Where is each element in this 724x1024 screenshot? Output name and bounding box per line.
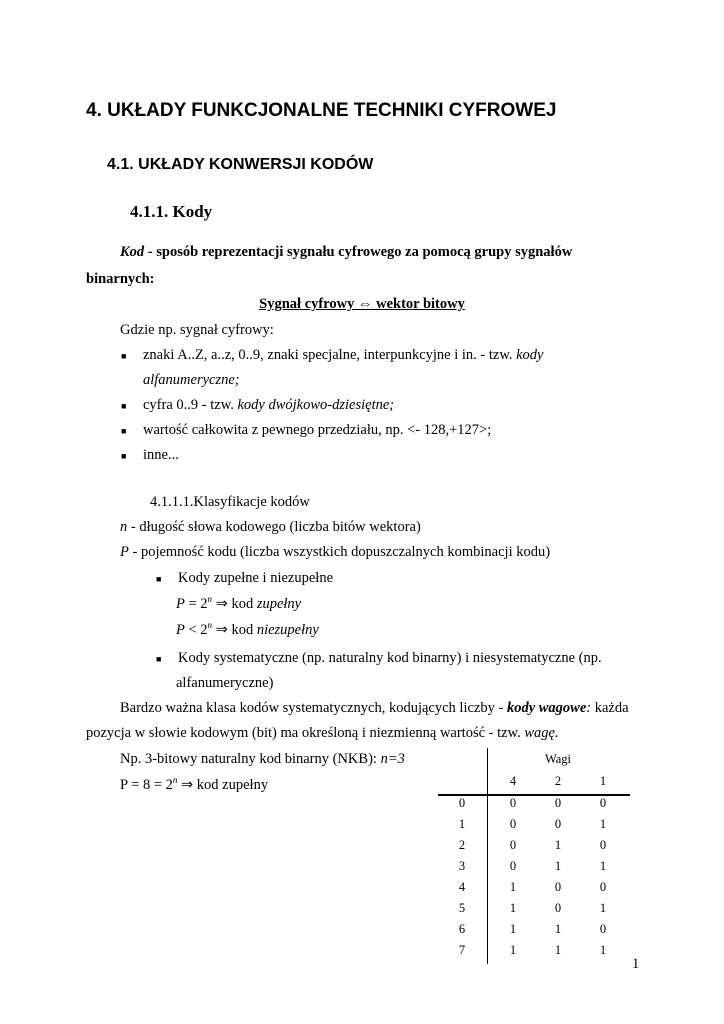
table-cell: 1 <box>509 901 517 915</box>
weight-header: 4 <box>509 774 517 788</box>
formula-op: = 2 <box>184 596 208 612</box>
weight-header: 1 <box>599 774 607 788</box>
table-cell: 0 <box>554 796 562 810</box>
formula-exponent: n <box>207 620 213 630</box>
bullet-icon: ■ <box>121 351 127 361</box>
center-statement: Sygnał cyfrowy ⇔ wektor bitowy <box>259 296 465 312</box>
paragraph-line-2 <box>86 725 559 742</box>
section-heading: 4.1. UKŁADY KONWERSJI KODÓW <box>107 156 374 173</box>
table-cell: 1 <box>599 943 607 957</box>
bullet-icon: ■ <box>121 426 127 436</box>
table-title: Wagi <box>544 752 572 766</box>
bullet-text: znaki A..Z, a..z, 0..9, znaki specjalne, interpunkcyjne i in. - tzw. <box>143 347 517 363</box>
table-cell: 0 <box>509 859 517 873</box>
paragraph-text: Bardzo ważna klasa kodów systematycznych, kodujących liczby - <box>120 700 507 716</box>
classification-heading: 4.1.1.1.Klasyfikacje kodów <box>150 494 310 510</box>
table-row-index: 6 <box>458 922 466 936</box>
definition-line-1 <box>120 244 572 261</box>
table-cell: 1 <box>554 922 562 936</box>
formula-complete <box>176 596 301 613</box>
table-row-index: 5 <box>458 901 466 915</box>
table-cell: 0 <box>509 817 517 831</box>
table-cell: 1 <box>554 943 562 957</box>
example-line <box>120 751 405 768</box>
table-cell: 1 <box>599 817 607 831</box>
table-cell: 1 <box>554 838 562 852</box>
intro-text: Gdzie np. sygnał cyfrowy: <box>120 322 274 338</box>
symbol-n: n <box>120 519 128 535</box>
table-cell: 0 <box>554 901 562 915</box>
table-row-index: 1 <box>458 817 466 831</box>
formula-exponent: n <box>207 594 213 604</box>
bullet-item-3: wartość całkowita z pewnego przedziału, np. <- 128,+127>; <box>143 422 492 438</box>
formula-result: niezupełny <box>256 622 319 638</box>
paragraph-colon: : <box>586 700 592 716</box>
class2-line-2: alfanumeryczne) <box>176 675 274 691</box>
formula-result: zupełny <box>256 596 302 612</box>
table-cell: 1 <box>509 943 517 957</box>
formula-arrow: ⇒ kod <box>212 622 257 638</box>
table-cell: 0 <box>554 817 562 831</box>
paragraph-text: każda <box>591 700 629 716</box>
weight-header: 2 <box>554 774 562 788</box>
p-definition <box>120 544 550 561</box>
bullet-item-4: inne... <box>143 447 179 463</box>
n-definition <box>120 519 421 536</box>
subsection-heading: 4.1.1. Kody <box>130 202 213 221</box>
table-cell: 1 <box>599 901 607 915</box>
bullet-emphasis: kody dwójkowo-dziesiętne; <box>237 397 395 413</box>
formula-incomplete <box>176 622 319 639</box>
table-cell: 1 <box>509 880 517 894</box>
page-number: 1 <box>632 956 640 972</box>
n-definition-text: - długość słowa kodowego (liczba bitów wektora) <box>127 519 421 535</box>
class1-title: Kody zupełne i niezupełne <box>178 570 334 586</box>
bullet-item-1-continued: alfanumeryczne; <box>143 372 240 388</box>
bullet-item-2 <box>143 397 394 414</box>
nkb-table <box>438 748 633 968</box>
table-cell: 0 <box>599 922 607 936</box>
table-row-index: 0 <box>458 796 466 810</box>
table-row-index: 7 <box>458 943 466 957</box>
table-row-index: 2 <box>458 838 466 852</box>
table-cell: 0 <box>509 796 517 810</box>
p-definition-text: - pojemność kodu (liczba wszystkich dopuszczalnych kombinacji kodu) <box>128 544 551 560</box>
bullet-emphasis: kody <box>516 347 544 363</box>
table-cell: 0 <box>599 796 607 810</box>
paragraph-emphasis: wagę. <box>524 725 559 741</box>
bullet-icon: ■ <box>156 654 162 664</box>
paragraph-line-1 <box>120 700 629 717</box>
table-cell: 0 <box>599 880 607 894</box>
p-formula-exponent: n <box>172 775 178 785</box>
chapter-heading: 4. UKŁADY FUNKCJONALNE TECHNIKI CYFROWEJ <box>86 100 557 121</box>
table-row-index: 3 <box>458 859 466 873</box>
table-vertical-rule <box>487 748 488 964</box>
bullet-icon: ■ <box>121 451 127 461</box>
definition-text: - sposób reprezentacji sygnału cyfrowego za pomocą grupy sygnałów <box>144 244 573 260</box>
table-cell: 1 <box>509 922 517 936</box>
p-formula <box>120 777 268 794</box>
table-cell: 0 <box>509 838 517 852</box>
table-cell: 1 <box>554 859 562 873</box>
definition-line-2: binarnych: <box>86 271 155 287</box>
class2-line-1: Kody systematyczne (np. naturalny kod binarny) i niesystematyczne (np. <box>178 650 602 666</box>
paragraph-text: pozycja w słowie kodowym (bit) ma określoną i niezmienną wartość - tzw. <box>86 725 525 741</box>
bullet-icon: ■ <box>121 401 127 411</box>
definition-term: Kod <box>120 244 145 260</box>
table-cell: 0 <box>554 880 562 894</box>
symbol-p: P <box>120 544 129 560</box>
formula-op: < 2 <box>184 622 208 638</box>
table-row-index: 4 <box>458 880 466 894</box>
table-cell: 1 <box>599 859 607 873</box>
p-formula-text: P = 8 = 2 <box>120 777 173 793</box>
p-formula-rest: ⇒ kod zupełny <box>177 777 269 793</box>
table-cell: 0 <box>599 838 607 852</box>
bullet-item-1 <box>143 347 544 364</box>
formula-lhs: P <box>176 622 185 638</box>
formula-lhs: P <box>176 596 185 612</box>
bullet-text: cyfra 0..9 - tzw. <box>143 397 238 413</box>
example-text: Np. 3-bitowy naturalny kod binarny (NKB): <box>120 751 381 767</box>
paragraph-emphasis: kody wagowe <box>506 700 587 716</box>
example-emphasis: n=3 <box>380 751 405 767</box>
bullet-icon: ■ <box>156 574 162 584</box>
formula-arrow: ⇒ kod <box>212 596 257 612</box>
